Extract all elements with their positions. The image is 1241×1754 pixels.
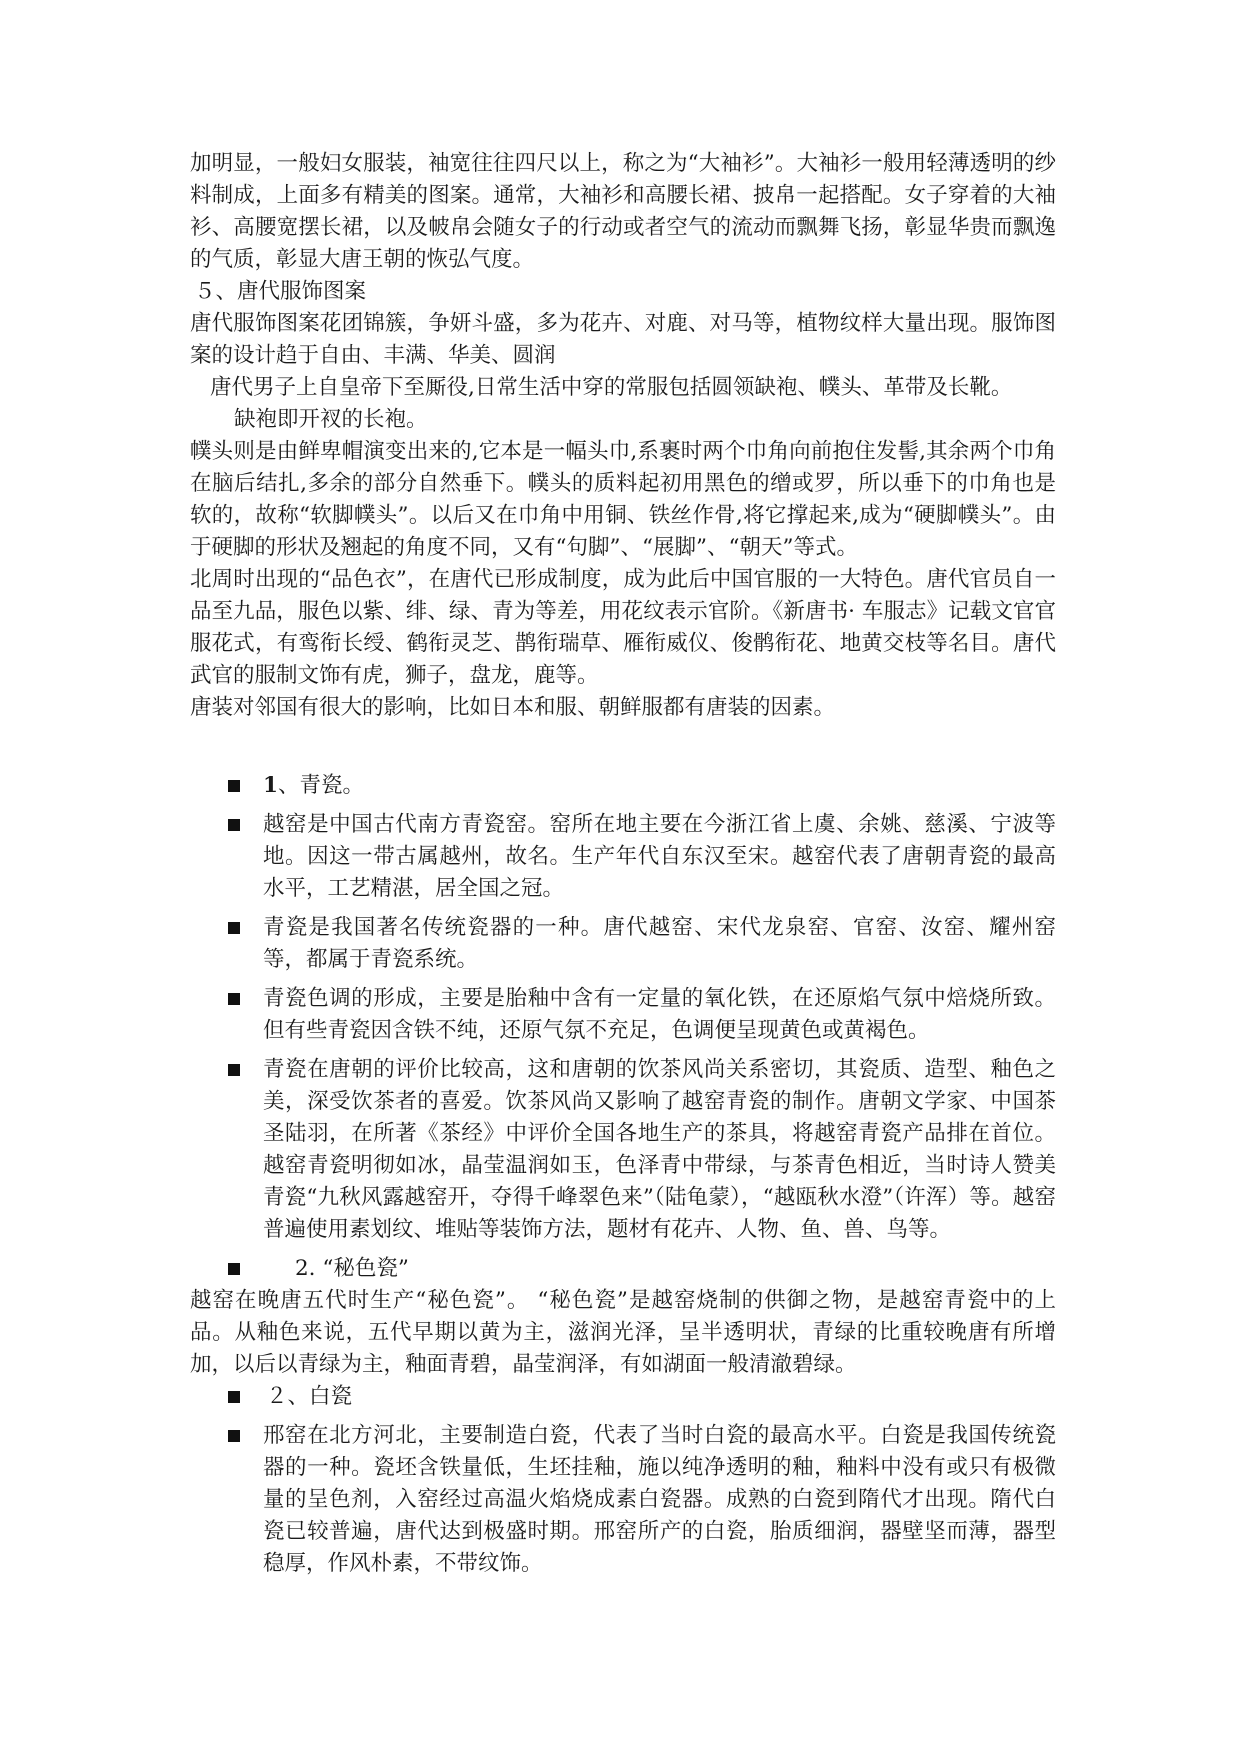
bullet-number: 1	[263, 773, 278, 798]
list-item	[190, 912, 1056, 976]
bullet-text: 越窑是中国古代南方青瓷窑。窑所在地主要在今浙江省上虞、余姚、慈溪、宁波等地。因这一带古属越州，故名。生产年代自东汉至宋。越窑代表了唐朝青瓷的最高水平，工艺精湛，居全国之冠。	[263, 812, 1056, 901]
list-item	[190, 983, 1056, 1047]
list-item	[190, 1253, 1056, 1285]
bullet-text: 青瓷是我国著名传统瓷器的一种。唐代越窑、宋代龙泉窑、官窑、汝窑、耀州窑等，都属于青瓷系统。	[263, 915, 1056, 972]
paragraph-slit-robe: 缺袍即开衩的长袍。	[234, 407, 428, 432]
bullet-text: 2. “秘色瓷”	[295, 1256, 409, 1281]
bullet-list-celadon	[190, 770, 1056, 1285]
list-item	[190, 770, 1056, 802]
bullet-text: 邢窑在北方河北，主要制造白瓷，代表了当时白瓷的最高水平。白瓷是我国传统瓷器的一种。瓷坯含铁量低，生坯挂釉，施以纯净透明的釉，釉料中没有或只有极微量的呈色剂，入窑经过高温火焰烧成素白瓷器。成熟的白瓷到隋代才出现。隋代白瓷已较普遍，唐代达到极盛时期。邢窑所产的白瓷，胎质细润，器壁坚而薄，器型稳厚，作风朴素，不带纹饰。	[263, 1423, 1056, 1576]
list-item	[190, 1381, 1056, 1413]
square-bullet-icon	[228, 1391, 240, 1403]
square-bullet-icon	[228, 1263, 240, 1275]
paragraph-influence: 唐装对邻国有很大的影响，比如日本和服、朝鲜服都有唐装的因素。	[190, 695, 836, 720]
square-bullet-icon	[228, 1064, 240, 1076]
section-heading-tang-patterns: ５、唐代服饰图案	[194, 279, 367, 304]
paragraph-secret-color-porcelain: 越窑在晚唐五代时生产“秘色瓷”。 “秘色瓷”是越窑烧制的供御之物，是越窑青瓷中的上品。从釉色来说，五代早期以黄为主，滋润光泽，呈半透明状，青绿的比重较晚唐有所增加，以后以青绿为主，釉面青碧，晶莹润泽，有如湖面一般清澈碧绿。	[190, 1288, 1056, 1377]
bullet-text: 、青瓷。	[277, 773, 364, 798]
paragraph-mens-daily-wear: 唐代男子上自皇帝下至厮役,日常生活中穿的常服包括圆领缺袍、幞头、革带及长靴。	[210, 375, 1013, 400]
paragraph-big-sleeve-robe: 加明显，一般妇女服装，袖宽往往四尺以上，称之为“大袖衫”。大袖衫一般用轻薄透明的纱料制成，上面多有精美的图案。通常，大袖衫和高腰长裙、披帛一起搭配。女子穿着的大袖衫、高腰宽摆长裙，以及帔帛会随女子的行动或者空气的流动而飘舞飞扬，彰显华贵而飘逸的气质，彰显大唐王朝的恢弘气度。	[190, 151, 1056, 272]
bullet-text: 青瓷在唐朝的评价比较高，这和唐朝的饮茶风尚关系密切，其瓷质、造型、釉色之美，深受饮茶者的喜爱。饮茶风尚又影响了越窑青瓷的制作。唐朝文学家、中国茶圣陆羽，在所著《茶经》中评价全国各地生产的茶具，将越窑青瓷产品排在首位。越窑青瓷明彻如冰，晶莹温润如玉，色泽青中带绿，与茶青色相近，当时诗人赞美青瓷“九秋风露越窑开，夺得千峰翠色来”（陆龟蒙），“越瓯秋水澄”（许浑）等。越窑普遍使用素划纹、堆贴等装饰方法，题材有花卉、人物、鱼、兽、鸟等。	[263, 1057, 1056, 1242]
paragraph-futou: 幞头则是由鲜卑帽演变出来的,它本是一幅头巾,系裹时两个巾角向前抱住发髻,其余两个巾角在脑后结扎,多余的部分自然垂下。幞头的质料起初用黑色的缯或罗，所以垂下的巾角也是软的，故称“软脚幞头”。以后又在巾角中用铜、铁丝作骨,将它撑起来,成为“硬脚幞头”。由于硬脚的形状及翘起的角度不同，又有“句脚”、“展脚”、“朝天”等式。	[190, 439, 1056, 560]
paragraph-rank-colors: 北周时出现的“品色衣”，在唐代已形成制度，成为此后中国官服的一大特色。唐代官员自一品至九品，服色以紫、绯、绿、青为等差，用花纹表示官阶。《新唐书· 车服志》记载文官官服花式，有鸾衔长绶、鹤衔灵芝、鹊衔瑞草、雁衔威仪、俊鹘衔花、地黄交枝等名目。唐代武官的服制文饰有虎，狮子，盘龙，鹿等。	[190, 567, 1056, 688]
document-page	[190, 148, 1056, 1587]
list-item	[190, 1420, 1056, 1580]
square-bullet-icon	[228, 819, 240, 831]
bullet-list-white-porcelain	[190, 1381, 1056, 1580]
square-bullet-icon	[228, 1430, 240, 1442]
paragraph-patterns: 唐代服饰图案花团锦簇，争妍斗盛，多为花卉、对鹿、对马等，植物纹样大量出现。服饰图案的设计趋于自由、丰满、华美、圆润	[190, 311, 1056, 368]
square-bullet-icon	[228, 780, 240, 792]
square-bullet-icon	[228, 993, 240, 1005]
list-item	[190, 1054, 1056, 1246]
bullet-text: 青瓷色调的形成，主要是胎釉中含有一定量的氧化铁，在还原焰气氛中焙烧所致。但有些青瓷因含铁不纯，还原气氛不充足，色调便呈现黄色或黄褐色。	[263, 986, 1056, 1043]
list-item	[190, 809, 1056, 905]
square-bullet-icon	[228, 922, 240, 934]
bullet-text: ２、白瓷	[266, 1384, 353, 1409]
spacer	[190, 724, 1056, 770]
